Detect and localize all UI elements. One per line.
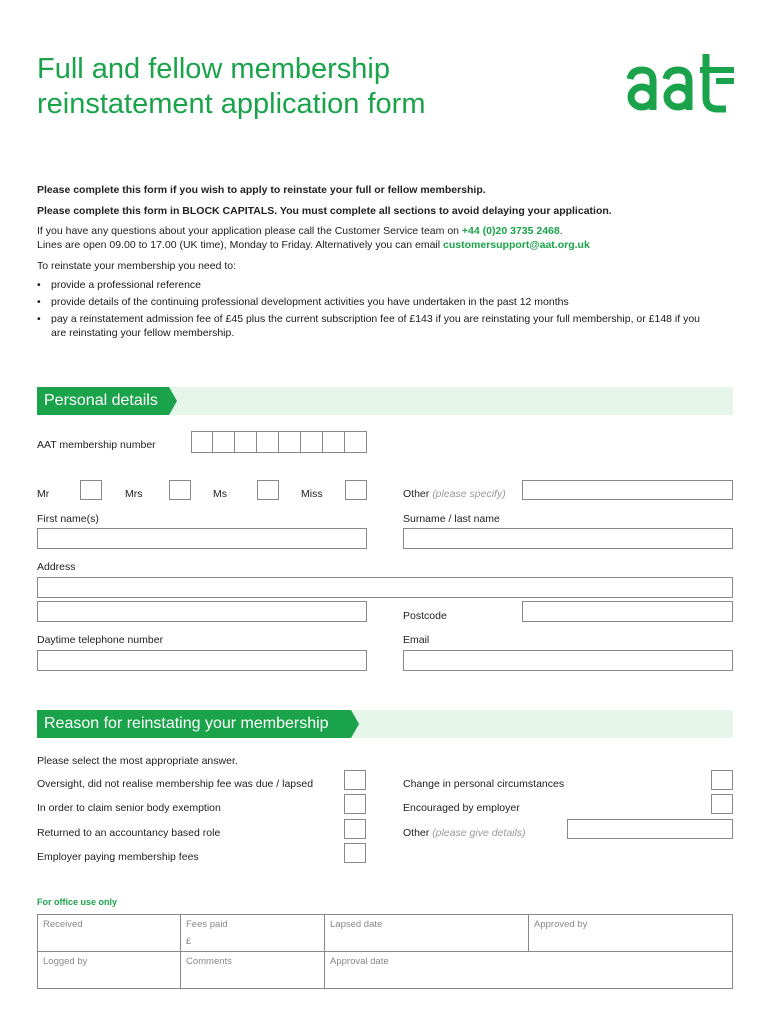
phone-label: Daytime telephone number — [37, 634, 164, 646]
title-other-label — [403, 488, 506, 501]
phone-number[interactable]: +44 (0)20 3735 2468 — [461, 225, 560, 237]
title-miss-label: Miss — [301, 488, 323, 500]
support-email-link[interactable]: customersupport@aat.org.uk — [443, 239, 590, 251]
postcode-label: Postcode — [403, 610, 447, 622]
approved-by-cell — [529, 915, 733, 952]
title-line-2: reinstatement application form — [37, 88, 426, 120]
title-mrs-checkbox[interactable] — [169, 480, 191, 500]
reason-exemption-checkbox[interactable] — [344, 794, 366, 814]
membership-number-label: AAT membership number — [37, 439, 156, 451]
intro-line-1: Please complete this form if you wish to apply to reinstate your full or fellow membership. — [37, 184, 486, 196]
section-arrow — [169, 387, 177, 415]
section-title: Reason for reinstating your membership — [37, 710, 351, 738]
reason-other-text: Other — [403, 827, 430, 839]
lapsed-date-cell — [325, 915, 529, 952]
reason-circumstances-label: Change in personal circumstances — [403, 778, 565, 790]
comments-label: Comments — [186, 956, 232, 967]
hours-prefix: Lines are open 09.00 to 17.00 (UK time), Monday to Friday. Alternatively you can email — [37, 239, 444, 251]
membership-number-input[interactable] — [191, 431, 367, 453]
intro-line-2: Please complete this form in BLOCK CAPITALS. You must complete all sections to avoid delaying your application. — [37, 205, 612, 217]
reason-circumstances-checkbox[interactable] — [711, 770, 733, 790]
lapsed-date-label: Lapsed date — [330, 919, 383, 930]
address-label: Address — [37, 561, 76, 573]
received-cell — [38, 915, 181, 952]
other-hint: (please specify) — [432, 488, 506, 500]
first-name-input[interactable] — [37, 528, 367, 549]
title-mrs-label: Mrs — [125, 488, 143, 500]
title-miss-checkbox[interactable] — [345, 480, 367, 500]
comments-cell — [181, 952, 325, 989]
reason-accountancy-label: Returned to an accountancy based role — [37, 827, 221, 839]
title-line-1: Full and fellow membership — [37, 53, 390, 85]
reason-other-label — [403, 827, 526, 840]
list-item: • provide a professional reference — [37, 278, 717, 292]
approval-date-label: Approval date — [330, 956, 389, 967]
approved-by-label: Approved by — [534, 919, 588, 930]
title-ms-label: Ms — [213, 488, 227, 500]
fees-paid-label: Fees paid — [186, 919, 228, 930]
title-other-input[interactable] — [522, 480, 733, 500]
reason-encouraged-label: Encouraged by employer — [403, 802, 520, 814]
surname-input[interactable] — [403, 528, 733, 549]
reason-employer-paying-label: Employer paying membership fees — [37, 851, 199, 863]
contact-prefix: If you have any questions about your application please call the Customer Service team on — [37, 225, 462, 237]
logged-by-cell — [38, 952, 181, 989]
reason-oversight-checkbox[interactable] — [344, 770, 366, 790]
address-line-2-input[interactable] — [37, 601, 367, 622]
reason-instruction: Please select the most appropriate answer. — [37, 755, 238, 767]
section-title: Personal details — [37, 387, 169, 415]
aat-logo — [622, 48, 734, 116]
title-ms-checkbox[interactable] — [257, 480, 279, 500]
reason-oversight-label: Oversight, did not realise membership fee was due / lapsed — [37, 778, 314, 790]
need-to-text: To reinstate your membership you need to: — [37, 260, 237, 272]
phone-input[interactable] — [37, 650, 367, 671]
section-arrow — [351, 710, 359, 738]
email-label: Email — [403, 634, 430, 646]
reason-section-header — [37, 710, 733, 738]
office-use-title: For office use only — [37, 897, 118, 907]
requirements-list — [37, 278, 717, 343]
list-item: • pay a reinstatement admission fee of £45 plus the current subscription fee of £143 if you are reinstating your full membership, or £148 if you are reinstating your fellow membership. — [37, 312, 717, 340]
contact-paragraph — [37, 224, 737, 252]
reason-exemption-label: In order to claim senior body exemption — [37, 802, 221, 814]
reason-other-input[interactable] — [567, 819, 733, 839]
fees-currency: £ — [186, 936, 192, 947]
fees-paid-cell — [181, 915, 325, 952]
reason-other-hint: (please give details) — [432, 827, 526, 839]
personal-details-section-header — [37, 387, 733, 415]
office-use-table — [37, 914, 733, 989]
logged-by-label: Logged by — [43, 956, 88, 967]
surname-label: Surname / last name — [403, 513, 500, 525]
approval-date-cell — [325, 952, 733, 989]
received-label: Received — [43, 919, 83, 930]
reason-encouraged-checkbox[interactable] — [711, 794, 733, 814]
reason-accountancy-checkbox[interactable] — [344, 819, 366, 839]
contact-suffix: . — [559, 225, 563, 237]
reason-employer-paying-checkbox[interactable] — [344, 843, 366, 863]
address-line-1-input[interactable] — [37, 577, 733, 598]
title-mr-label: Mr — [37, 488, 50, 500]
title-mr-checkbox[interactable] — [80, 480, 102, 500]
email-input[interactable] — [403, 650, 733, 671]
postcode-input[interactable] — [522, 601, 733, 622]
other-label-text: Other — [403, 488, 430, 500]
page-title — [37, 52, 557, 122]
first-name-label: First name(s) — [37, 513, 99, 525]
list-item: • provide details of the continuing professional development activities you have undertaken in the past 12 months — [37, 295, 717, 309]
